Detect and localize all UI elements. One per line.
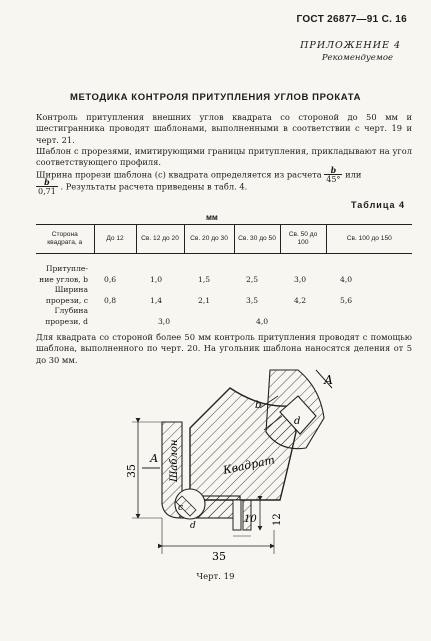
table-unit: мм [206, 213, 218, 222]
table-cell: 1,0 [150, 274, 163, 284]
paragraph-3-end: . Результаты расчета приведены в табл. 4. [60, 181, 248, 192]
table-cell: 2,1 [198, 295, 211, 305]
appendix-title: ПРИЛОЖЕНИЕ 4 [300, 40, 401, 51]
table-cell: 0,6 [104, 274, 117, 284]
dim-label-12: 12 [272, 513, 283, 526]
table-cell: 3,0 [157, 316, 171, 326]
table-cell: 4,0 [340, 274, 353, 284]
table-cell: 4,0 [256, 316, 269, 326]
table-row [36, 254, 412, 286]
table-row-label: Притупле-ние углов, b [39, 264, 88, 284]
table-row-label: Ширина прорези, с [45, 285, 88, 305]
table-cell: 3,0 [294, 274, 307, 284]
section-label-a-right: А [324, 373, 334, 387]
table-header-cell: Св. 50 до 100 [280, 225, 326, 254]
paragraph-3-continued [36, 178, 247, 196]
table-header-cell: До 12 [94, 225, 136, 254]
table-caption: Таблица 4 [350, 200, 405, 210]
label-c: c [178, 503, 184, 513]
paragraph-3-or: или [345, 169, 362, 180]
table-cell: 4,2 [294, 295, 307, 305]
label-b: b [255, 400, 262, 411]
dim-label-10: 10 [244, 514, 257, 525]
dim-label-35-horizontal: 35 [212, 550, 226, 563]
slot-12 [233, 500, 241, 530]
table-header-cell: Сторона квадрата, а [36, 225, 94, 254]
label-d-detail: d [294, 416, 301, 427]
table-cell: 1,5 [198, 274, 211, 284]
table-row [36, 285, 412, 306]
section-label-a-left: А [150, 452, 159, 465]
table-header-cell: Св. 30 до 50 [234, 225, 280, 254]
table-cell: 3,5 [246, 295, 259, 305]
label-d: d [190, 521, 196, 531]
table-header-cell: Св. 100 до 150 [326, 225, 412, 254]
drawing-19 [120, 368, 340, 566]
table-row [36, 306, 412, 327]
figure-caption: Черт. 19 [196, 572, 235, 582]
dim-label-35-vertical: 35 [125, 464, 138, 478]
table-header-row [36, 225, 412, 254]
table-header-cell: Св. 12 до 20 [136, 225, 184, 254]
template-label: Шаблон [169, 439, 180, 482]
fraction-1-numerator: b [330, 165, 337, 175]
fraction-2 [36, 178, 58, 196]
paragraph-3-text: Ширина прорези шаблона (с) квадрата определяется из расчета [36, 169, 322, 180]
fraction-2-denominator: 0,71 [38, 187, 56, 196]
paragraph-4: Для квадрата со стороной более 50 мм контроль притупления проводят с помощью шаблона, выполненного по черт. 20. На угольник шаблона наносятся деления от 5 до 30 мм. [36, 332, 412, 365]
table-cell: 2,5 [246, 274, 259, 284]
document-title: МЕТОДИКА КОНТРОЛЯ ПРИТУПЛЕНИЯ УГЛОВ ПРОКАТА [69, 92, 362, 103]
table-header-cell: Св. 20 до 30 [184, 225, 234, 254]
page-header: ГОСТ 26877—91 С. 16 [296, 14, 407, 25]
table-cell: 0,8 [104, 295, 117, 305]
fraction-1-denominator: 45° [326, 175, 341, 184]
fraction-2-numerator: b [44, 177, 50, 187]
table-4 [36, 224, 412, 327]
table-cell: 1,4 [150, 295, 163, 305]
paragraph-1: Контроль притупления внешних углов квадрата со стороной до 50 мм и шестигранника проводят шаблонами, выполненными в соответствии с черт. 19 и черт. 21. [36, 112, 412, 145]
paragraph-2: Шаблон с прорезями, имитирующими границы притупления, прикладывают на угол соответствующего профиля. [36, 146, 412, 168]
table-cell: 5,6 [340, 295, 353, 305]
square-label: Квадрат [221, 453, 276, 477]
appendix-subtitle: Рекомендуемое [321, 53, 393, 63]
table-row-label: Глубина прорези, d [45, 306, 88, 326]
fraction-1 [324, 166, 342, 184]
